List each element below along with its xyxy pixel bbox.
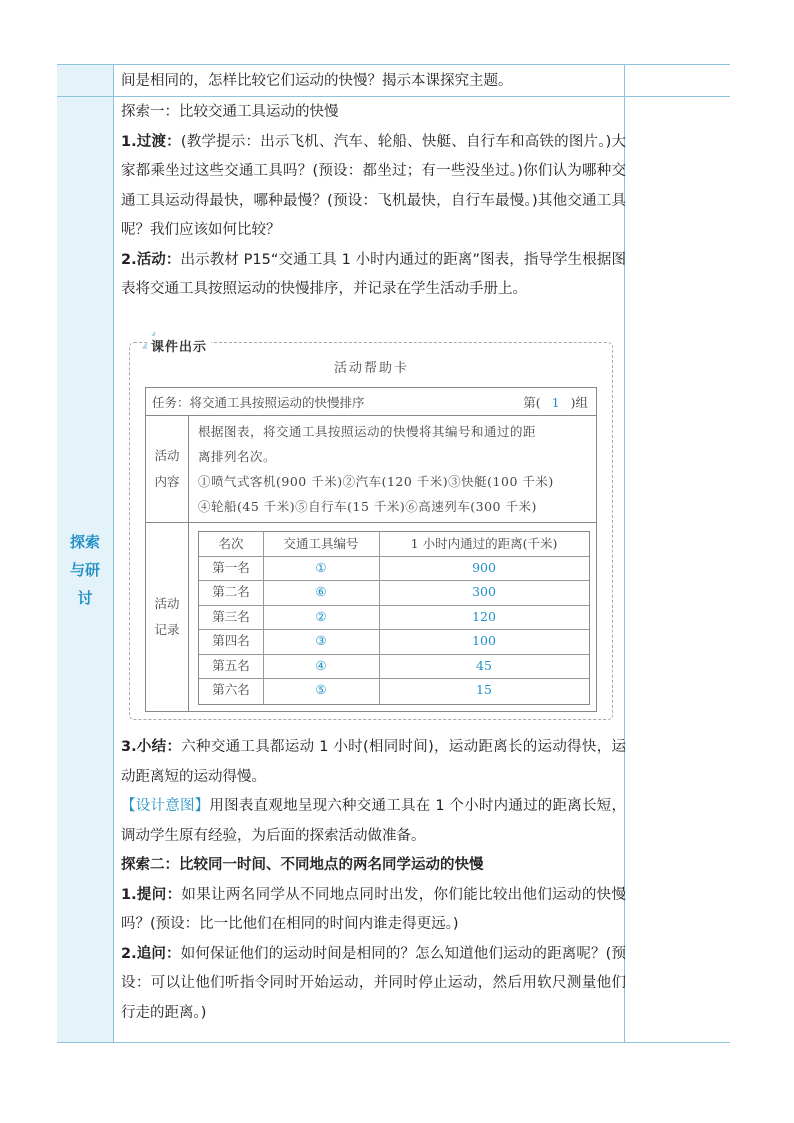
record-header-vehicle: 交通工具编号 [283,536,359,551]
table-row-distance: 900 [472,560,496,575]
card-task: 任务：将交通工具按照运动的快慢排序 [152,395,365,410]
table-row-vehicle: ① [315,560,327,575]
content-line-1: 根据图表，将交通工具按照运动的快慢将其编号和通过的距 [198,424,537,439]
top-row-paragraph: 间是相同的，怎样比较它们运动的快慢？揭示本课探究主题。 [121,73,513,89]
table-row-rank: 第四名 [212,633,250,648]
table-row-distance: 15 [476,682,492,697]
table-row-distance: 100 [472,633,496,648]
record-header-rank: 名次 [218,536,244,551]
design-text: 用图表直观地呈现六种交通工具在 1 个小时内通过的距离长短，调动学生原有经验，为后面的探索活动做准备。 [121,798,626,844]
table-row-distance: 120 [472,609,496,624]
table-row-vehicle: ⑥ [315,584,327,599]
table-row-rank: 第三名 [212,609,250,624]
table-row-rank: 第一名 [212,560,250,575]
courseware-tag: 课件出示 [147,336,211,355]
summary-title: 3.小结： [121,739,182,755]
table-row-vehicle: ⑤ [315,682,327,697]
record-header-distance: 1 小时内通过的距离(千米) [410,536,558,551]
section-label-line-3: 讨 [77,588,93,607]
explore1-heading: 探索一：比较交通工具运动的快慢 [121,104,339,120]
top-row-text [121,67,626,97]
lower-block [121,733,626,1028]
group-suffix: )组 [570,395,588,410]
q1-text: 如果让两名同学从不同地点同时出发，你们能比较出他们运动的快慢吗？(预设：比一比他们在相同的时间内谁走得更远。) [121,886,626,932]
content-label [146,416,189,522]
design-tag: 【设计意图】 [121,798,210,814]
step2-text: 出示教材 P15“交通工具 1 小时内通过的距离”图表，指导学生根据图表将交通工具按照运动的快慢排序，并记录在学生活动手册上。 [121,251,626,297]
group-number: 1 [551,395,560,410]
table-row-rank: 第六名 [212,682,250,697]
card-divider-2 [146,522,596,523]
table-rule-bottom [57,1042,730,1043]
record-table [198,531,590,705]
step1-text: (教学提示：出示飞机、汽车、轮船、快艇、自行车和高铁的图片。)大家都乘坐过这些交通工具吗？(预设：都坐过；有一些没坐过。)你们认为哪种交通工具运动得最快，哪种最慢？(预设：飞机最快，自行车最慢。)其他交通工具呢？我们应该如何比较？ [121,133,626,238]
q2-text: 如何保证他们的运动时间是相同的？怎么知道他们运动的距离呢？(预设：可以让他们听指令同时开始运动，并同时停止运动，然后用软尺测量他们行走的距离。) [121,945,626,1021]
explore2-heading: 探索二：比较同一时间、不同地点的两名同学运动的快慢 [121,857,484,873]
section-label [57,97,113,1042]
explore1-step1 [121,128,626,246]
step2-title: 2.活动： [121,251,181,268]
record-label-text: 活动记录 [154,596,180,637]
explore2-q2 [121,940,626,1029]
explore2-q1 [121,881,626,940]
content-label-text: 活动内容 [154,448,180,489]
explore1-block [121,98,626,305]
section-label-line-2: 与研 [69,560,100,579]
left-column-cell-top [57,64,113,96]
left-column-cell-section [57,97,113,1042]
step1-title: 1.过渡： [121,133,181,150]
content-text [198,419,590,519]
section-label-line-1: 探索 [69,532,100,551]
q2-title: 2.追问： [121,945,181,962]
q1-title: 1.提问： [121,886,182,903]
table-row-rank: 第二名 [212,584,250,599]
table-rule-col1 [113,64,114,1043]
design-intent [121,792,626,851]
summary [121,733,626,792]
table-row-rank: 第五名 [212,658,250,673]
help-card [145,387,597,712]
group-prefix: 第( [523,395,541,410]
table-row-distance: 45 [476,658,492,673]
card-group [523,393,588,411]
table-rule-top [57,64,730,65]
table-row-vehicle: ④ [315,658,327,673]
table-row-vehicle: ② [315,609,327,624]
summary-text: 六种交通工具都运动 1 小时(相同时间)，运动距离长的运动得快，运动距离短的运动得慢。 [121,739,626,785]
content-line-3: ①喷气式客机(900 千米)②汽车(120 千米)③快艇(100 千米) [198,474,554,489]
record-label [146,523,189,711]
content-line-4: ④轮船(45 千米)⑤自行车(15 千米)⑥高速列车(300 千米) [198,499,537,514]
card-divider-1 [146,415,596,416]
table-row-distance: 300 [472,584,496,599]
courseware-title: 活动帮助卡 [333,361,409,376]
table-row-vehicle: ③ [315,633,327,648]
content-line-2: 离排列名次。 [198,449,277,464]
explore1-step2 [121,246,626,305]
